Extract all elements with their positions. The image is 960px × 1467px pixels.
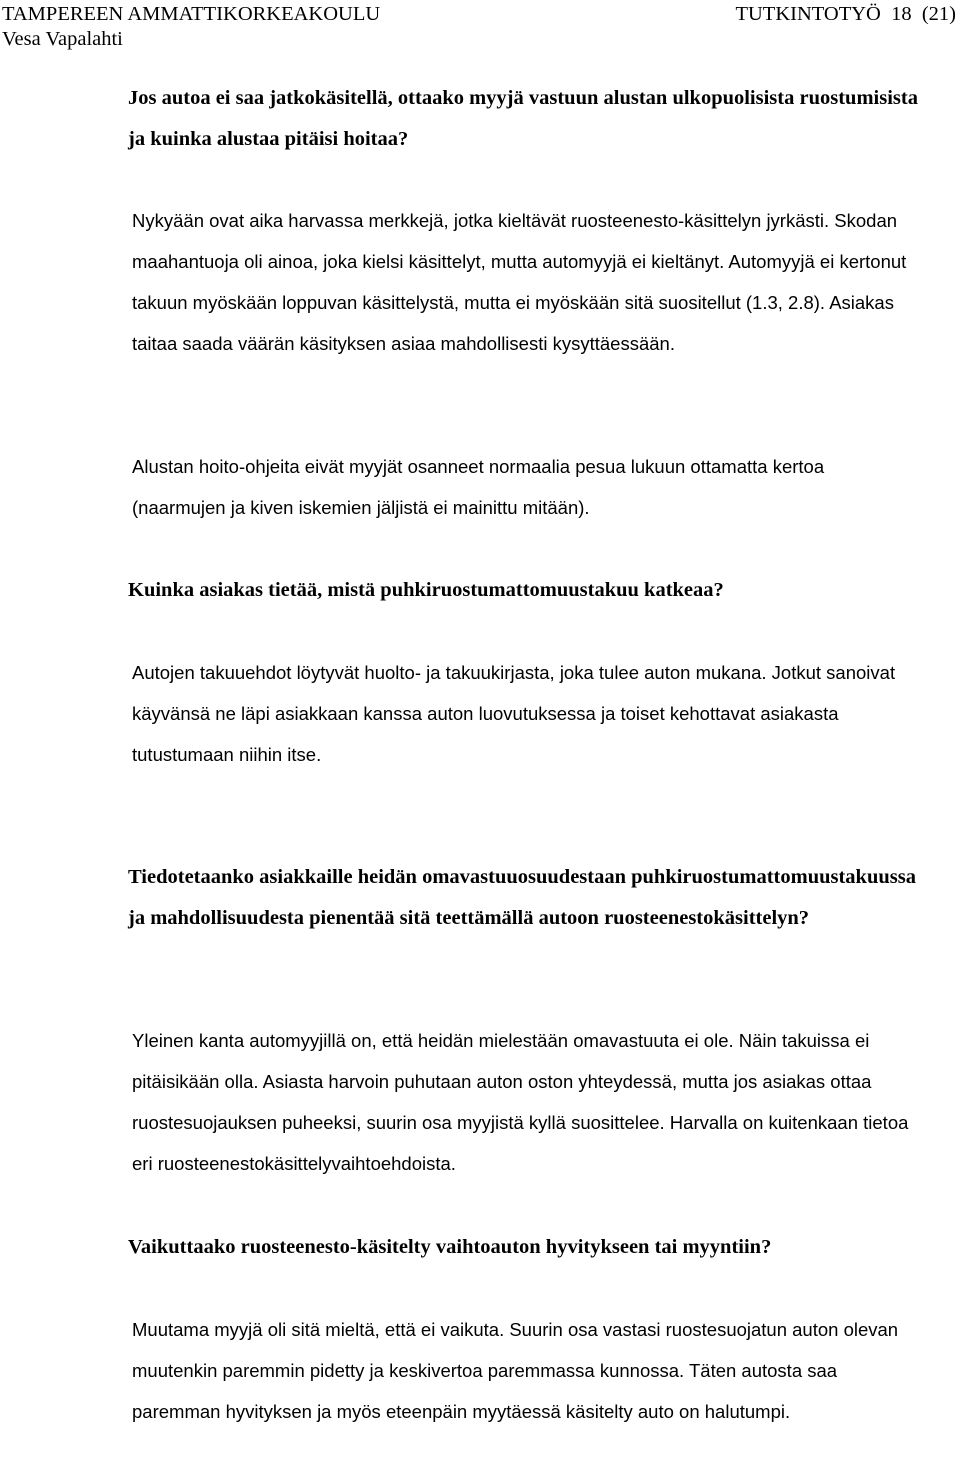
doc-type: TUTKINTOTYÖ — [735, 3, 881, 25]
answer-paragraph: Nykyään ovat aika harvassa merkkejä, jotka kieltävät ruosteenesto-käsittelyn jyrkästi. Skodan maahantuoja oli ainoa, joka kielsi käsittelyt, mutta automyyjä ei kieltänyt. Automyyjä ei kertonut takuun myöskään loppuvan käsittelystä, mutta ei myöskään sitä suositellut (1.3, 2.8). Asiakas taitaa saada väärän käsityksen asiaa mahdollisesti kysyttäessään. — [132, 210, 907, 354]
institution-name: TAMPEREEN AMMATTIKORKEAKOULU — [2, 3, 381, 25]
answer-paragraph: Muutama myyjä oli sitä mieltä, että ei vaikuta. Suurin osa vastasi ruostesuojatun auton olevan muutenkin paremmin pidetty ja keskivertoa paremmassa kunnossa. Täten autosta saa paremman hyvityksen ja myös eteenpäin myytäessä käsitelty auto on halutumpi. — [132, 1319, 899, 1422]
answer-paragraph: Autojen takuuehdot löytyvät huolto- ja takuukirjasta, joka tulee auton mukana. Jotkut sanoivat käyvänsä ne läpi asiakkaan kanssa auton luovutuksessa ja toiset kehottavat asiakasta tutustumaan niihin itse. — [132, 662, 896, 765]
answer-paragraph: Alustan hoito-ohjeita eivät myyjät osanneet normaalia pesua lukuun ottamatta kertoa (naarmujen ja kiven iskemien jäljistä ei mainittu mitään). — [132, 456, 825, 518]
header-row-bottom — [2, 27, 956, 52]
question-heading: Tiedotetaanko asiakkaille heidän omavastuuosuudestaan puhkiruostumattomuustakuussa ja mahdollisuudesta pienentää sitä teettämällä autoon ruosteenestokäsittelyn? — [128, 866, 916, 929]
header-row-top — [2, 2, 956, 27]
page-number: 18 — [891, 3, 912, 25]
answer-paragraph: Yleinen kanta automyyjillä on, että heidän mielestään omavastuuta ei ole. Näin takuissa ei pitäisikään olla. Asiasta harvoin puhutaan auton oston yhteydessä, mutta jos asiakas ottaa ruostesuojauksen puheeksi, suurin osa myyjistä kyllä suosittelee. Harvalla on kuitenkaan tietoa eri ruosteenestokäsittelyvaihtoehdoista. — [132, 1030, 909, 1174]
doc-page-info — [735, 2, 956, 27]
page-header — [2, 2, 956, 52]
question-heading: Kuinka asiakas tietää, mistä puhkiruostumattomuustakuu katkeaa? — [128, 579, 724, 601]
page-total: (21) — [921, 3, 956, 25]
author-name: Vesa Vapalahti — [2, 28, 123, 50]
question-heading: Jos autoa ei saa jatkokäsitellä, ottaako myyjä vastuun alustan ulkopuolisista ruostumisista ja kuinka alustaa pitäisi hoitaa? — [128, 87, 918, 150]
question-heading: Vaikuttaako ruosteenesto-käsitelty vaihtoauton hyvitykseen tai myyntiin? — [128, 1236, 772, 1258]
